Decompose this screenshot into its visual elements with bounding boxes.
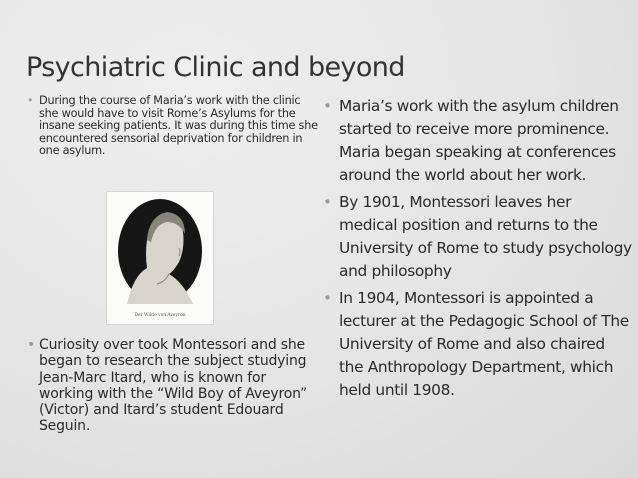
wild-boy-portrait <box>106 191 214 325</box>
left-bottom-column <box>27 337 319 435</box>
right-column <box>323 95 633 406</box>
right-bullet <box>323 287 633 402</box>
portrait-illustration <box>107 192 213 324</box>
bullet-dot-icon: • <box>323 193 332 211</box>
bullet-dot-icon: • <box>27 337 36 353</box>
right-bullet <box>323 191 633 283</box>
bullet-dot-icon: • <box>323 289 332 307</box>
bullet-dot-icon: • <box>323 97 332 115</box>
slide-title: Psychiatric Clinic and beyond <box>26 52 405 83</box>
left-top-column <box>27 95 319 158</box>
right-bullet-text: In 1904, Montessori is appointed a lecturer at the Pedagogic School of The University of Rome and also chaired the Anthropology Department, which held until 1908. <box>339 289 629 399</box>
right-bullet <box>323 95 633 187</box>
left-top-bullet-text: During the course of Maria’s work with the clinic she would have to visit Rome’s Asylums for the insane seeking patients. It was during this time she encountered sensorial deprivation for children in one asylum. <box>39 94 318 158</box>
right-bullet-text: Maria’s work with the asylum children started to receive more prominence. Maria began speaking at conferences around the world about her work. <box>339 97 619 184</box>
left-top-bullet <box>27 95 319 158</box>
portrait-caption: Der Wilde von Aveyron <box>134 313 186 318</box>
left-bottom-bullet <box>27 337 319 435</box>
right-bullet-text: By 1901, Montessori leaves her medical position and returns to the University of Rome to study psychology and philosophy <box>339 193 632 280</box>
left-bottom-bullet-text: Curiosity over took Montessori and she began to research the subject studying Jean-Marc Itard, who is known for working with the “Wild Boy of Aveyron” (Victor) and Itard’s student Edouard Seguin. <box>39 337 308 435</box>
bullet-dot-icon: • <box>27 94 34 107</box>
